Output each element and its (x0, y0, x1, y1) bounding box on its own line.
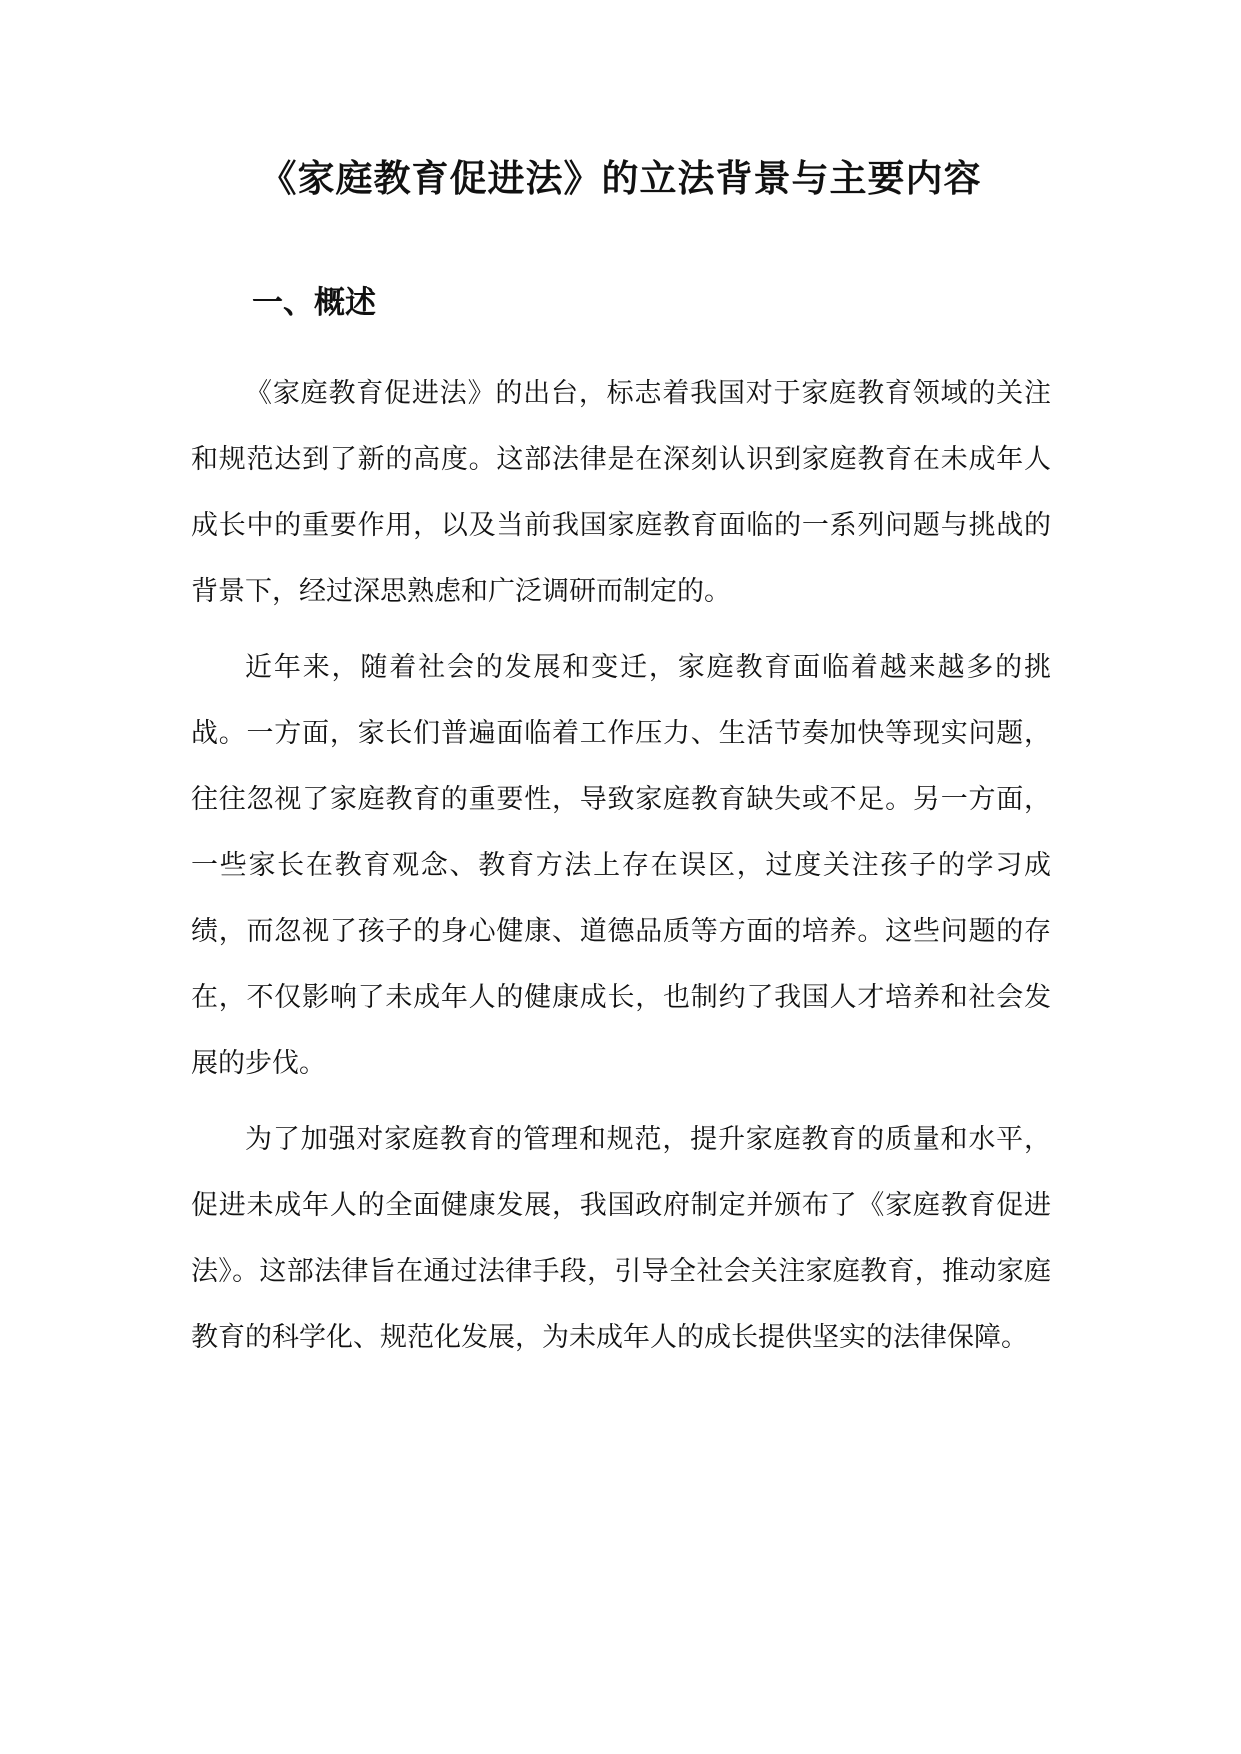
document-title: 《家庭教育促进法》的立法背景与主要内容 (259, 156, 982, 200)
paragraph-1: 《家庭教育促进法》的出台，标志着我国对于家庭教育领域的关注和规范达到了新的高度。这部法律是在深刻认识到家庭教育在未成年人成长中的重要作用，以及当前我国家庭教育面临的一系列问题与挑战的背景下，经过深思熟虑和广泛调研而制定的。 (191, 378, 1051, 607)
document-body (191, 361, 1051, 1381)
paragraph-2: 近年来，随着社会的发展和变迁，家庭教育面临着越来越多的挑战。一方面，家长们普遍面临着工作压力、生活节奏加快等现实问题，往往忽视了家庭教育的重要性，导致家庭教育缺失或不足。另一方面，一些家长在教育观念、教育方法上存在误区，过度关注孩子的学习成绩，而忽视了孩子的身心健康、道德品质等方面的培养。这些问题的存在，不仅影响了未成年人的健康成长，也制约了我国人才培养和社会发展的步伐。 (191, 652, 1051, 1079)
section-heading: 一、概述 (252, 285, 376, 321)
paragraph-3: 为了加强对家庭教育的管理和规范，提升家庭教育的质量和水平，促进未成年人的全面健康发展，我国政府制定并颁布了《家庭教育促进法》。这部法律旨在通过法律手段，引导全社会关注家庭教育，推动家庭教育的科学化、规范化发展，为未成年人的成长提供坚实的法律保障。 (191, 1124, 1051, 1353)
